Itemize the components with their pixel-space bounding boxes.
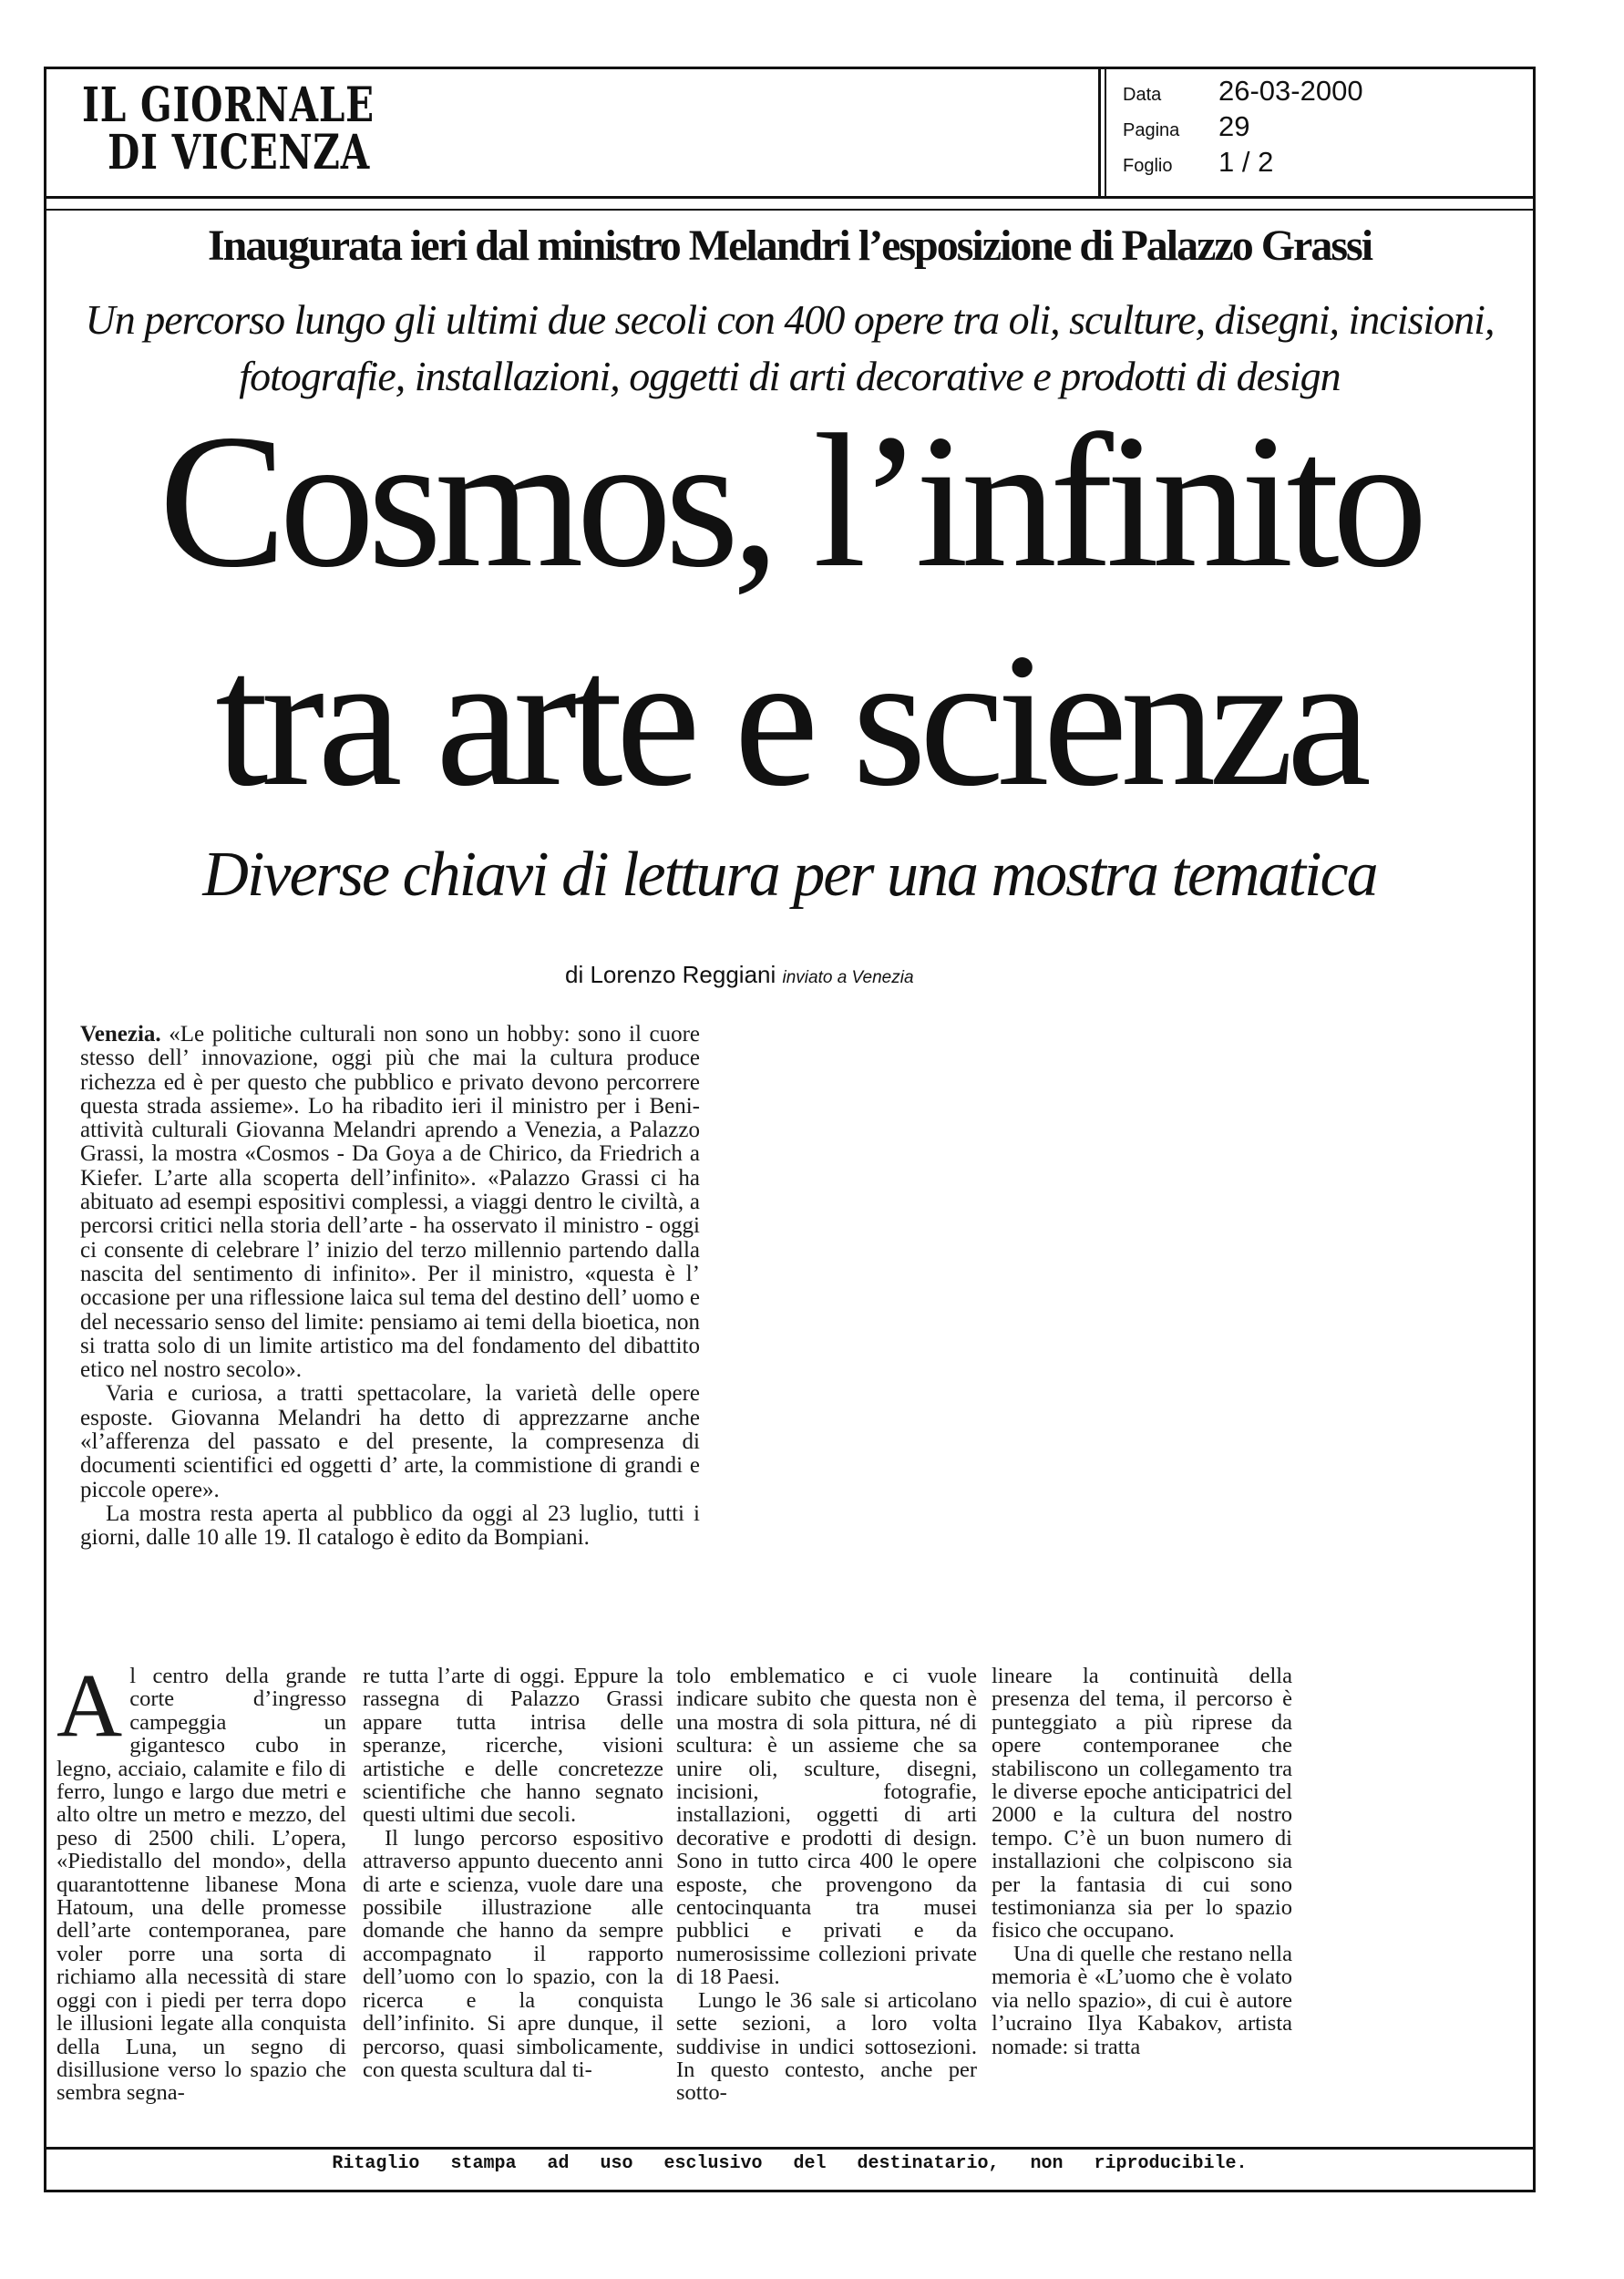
meta-value: 29 — [1218, 110, 1250, 142]
byline-author: di Lorenzo Reggiani — [565, 961, 776, 988]
article-subtitle — [44, 292, 1536, 405]
header-divider — [1098, 67, 1106, 198]
subtitle-line-2: fotografie, installazioni, oggetti di arti decorative e prodotti di design — [239, 353, 1341, 399]
body-paragraph: l centro della grande corte d’ingresso campeggia un gigantesco cubo in legno, acciaio, calamite e filo di ferro, lungo e largo due metri e alto oltre un metro e mezzo, del peso di 2500 chili. L’opera, «Piedistallo del mondo», della quarantottenne libanese Mona Hatoum, una delle promesse dell’arte contemporanea, pare voler porre una sorta di richiamo alla necessità di stare oggi con i piedi per terra dopo le illusioni legate alla conquista della Luna, un segno di disillusione verso lo spazio che sembra segna- — [57, 1664, 346, 2106]
header-rule-secondary — [44, 209, 1536, 211]
headline-line-2: tra arte e scienza — [215, 614, 1364, 826]
article-kicker: Inaugurata ieri dal ministro Melandri l’esposizione di Palazzo Grassi — [207, 222, 1372, 270]
header-rule — [44, 196, 1536, 199]
body-paragraph: lineare la continuità della presenza del tema, il percorso è punteggiato a più riprese da opere contemporanee che stabiliscono un collegamento tra le diverse epoche anticipatrici del 2000 e la cultura del nostro tempo. C’è un buon numero di installazioni che colpiscono sia per la fantasia di cui sono testimonianza sia per lo spazio fisico che occupano. — [992, 1664, 1292, 1944]
body-paragraph: tolo emblematico e ci vuole indicare subito che questa non è una mostra di sola pittura, né di scultura: è un assieme che sa unire oli, sculture, disegni, incisioni, fotografie, installazioni, oggetti di arti decorative e prodotti di design. Sono in tutto circa 400 le opere esposte, che provengono da centocinquanta tra musei pubblici e privati e da numerosissime collezioni private di 18 Paesi. — [676, 1664, 977, 1990]
meta-label: Pagina — [1123, 120, 1180, 140]
body-column-1 — [57, 1655, 346, 2106]
byline-note: inviato a Venezia — [782, 968, 914, 987]
body-column-2 — [363, 1665, 663, 2081]
meta-value: 1 / 2 — [1218, 146, 1274, 178]
subtitle-line-1: Un percorso lungo gli ultimi due secoli con 400 opere tra oli, sculture, disegni, incisioni, — [85, 296, 1495, 343]
lead-paragraph: La mostra resta aperta al pubblico da oggi al 23 luglio, tutti i giorni, dalle 10 alle 19. Il catalogo è edito da Bompiani. — [80, 1500, 700, 1551]
body-column-3 — [676, 1665, 977, 2105]
newspaper-masthead — [82, 77, 375, 180]
lead-paragraph — [80, 1023, 700, 1382]
drop-cap: A — [57, 1655, 123, 1756]
meta-label: Foglio — [1123, 156, 1173, 176]
lead-paragraphs — [80, 1023, 700, 1551]
meta-row-page — [1123, 110, 1363, 146]
headline-line-1: Cosmos, l’infinito — [159, 396, 1421, 607]
masthead-line-1: IL GIORNALE — [82, 77, 375, 133]
body-paragraph: Una di quelle che restano nella memoria è «L’uomo che è volato via nello spazio», di cui è autore l’ucraino Ilya Kabakov, artista nomade: si tratta — [992, 1941, 1292, 2059]
byline — [565, 961, 914, 989]
clipping-notice: Ritaglio stampa ad uso esclusivo del destinatario, non riproducibile. — [332, 2153, 1248, 2174]
masthead-line-2: DI VICENZA — [108, 125, 370, 180]
lead-paragraph: Varia e curiosa, a tratti spettacolare, la varietà delle opere esposte. Giovanna Melandri ha detto di apprezzarne anche «l’afferenza del passato e del presente, la compresenza di documenti scientifici ed oggetti d’ arte, la commistione di grandi e piccole opere». — [80, 1381, 700, 1502]
body-column-4 — [992, 1665, 1292, 2058]
footer-rule — [44, 2147, 1536, 2150]
article-deck: Diverse chiavi di lettura per una mostra tematica — [202, 840, 1377, 910]
meta-row-date — [1123, 75, 1363, 110]
dateline: Venezia. — [80, 1022, 161, 1047]
lead-text: «Le politiche culturali non sono un hobby: sono il cuore stesso dell’ innovazione, oggi più che mai la cultura produce richezza ed è per questo che pubblico e privato devono percorrere questa strada assieme». Lo ha ribadito ieri il ministro per i Beni-attività culturali Giovanna Melandri aprendo a Venezia, a Palazzo Grassi, la mostra «Cosmos - Da Goya a de Chirico, da Friedrich a Kiefer. L’arte alla scoperta dell’infinito». «Palazzo Grassi ci ha abituato ad esempi espositivi complessi, a viaggi dentro le civiltà, a percorsi critici nella storia dell’arte - ha osservato il ministro - oggi ci consente di celebrare l’ inizio del terzo millennio partendo dalla nascita del sentimento di infinito». Per il ministro, «questa è l’ occasione per una riflessione laica sul tema del destino dell’ uomo e del necessario senso del limite: pensiamo ai temi della bioetica, non si tratta solo di un limite artistico ma del fondamento del dibattito etico nel nostro secolo». — [80, 1022, 700, 1383]
body-paragraph: Lungo le 36 sale si articolano sette sezioni, a loro volta suddivise in undici sottosezioni. In questo contesto, anche per sotto- — [676, 1987, 977, 2106]
meta-label: Data — [1123, 85, 1162, 105]
body-paragraph: Il lungo percorso espositivo attraverso appunto duecento anni di arte e scienza, vuole dare una possibile illustrazione alle domande che hanno da sempre accompagnato il rapporto dell’uomo con lo spazio, con la ricerca e la conquista dell’infinito. Si apre dunque, il percorso, quasi simbolicamente, con questa scultura dal ti- — [363, 1825, 663, 2082]
body-paragraph: re tutta l’arte di oggi. Eppure la rassegna di Palazzo Grassi appare tutta intrisa delle speranze, ricerche, visioni artistiche e delle concretezze scientifiche che hanno segnato questi ultimi due secoli. — [363, 1664, 663, 1828]
meta-row-sheet — [1123, 146, 1363, 181]
clipping-meta — [1123, 75, 1363, 181]
meta-value: 26-03-2000 — [1218, 75, 1363, 107]
